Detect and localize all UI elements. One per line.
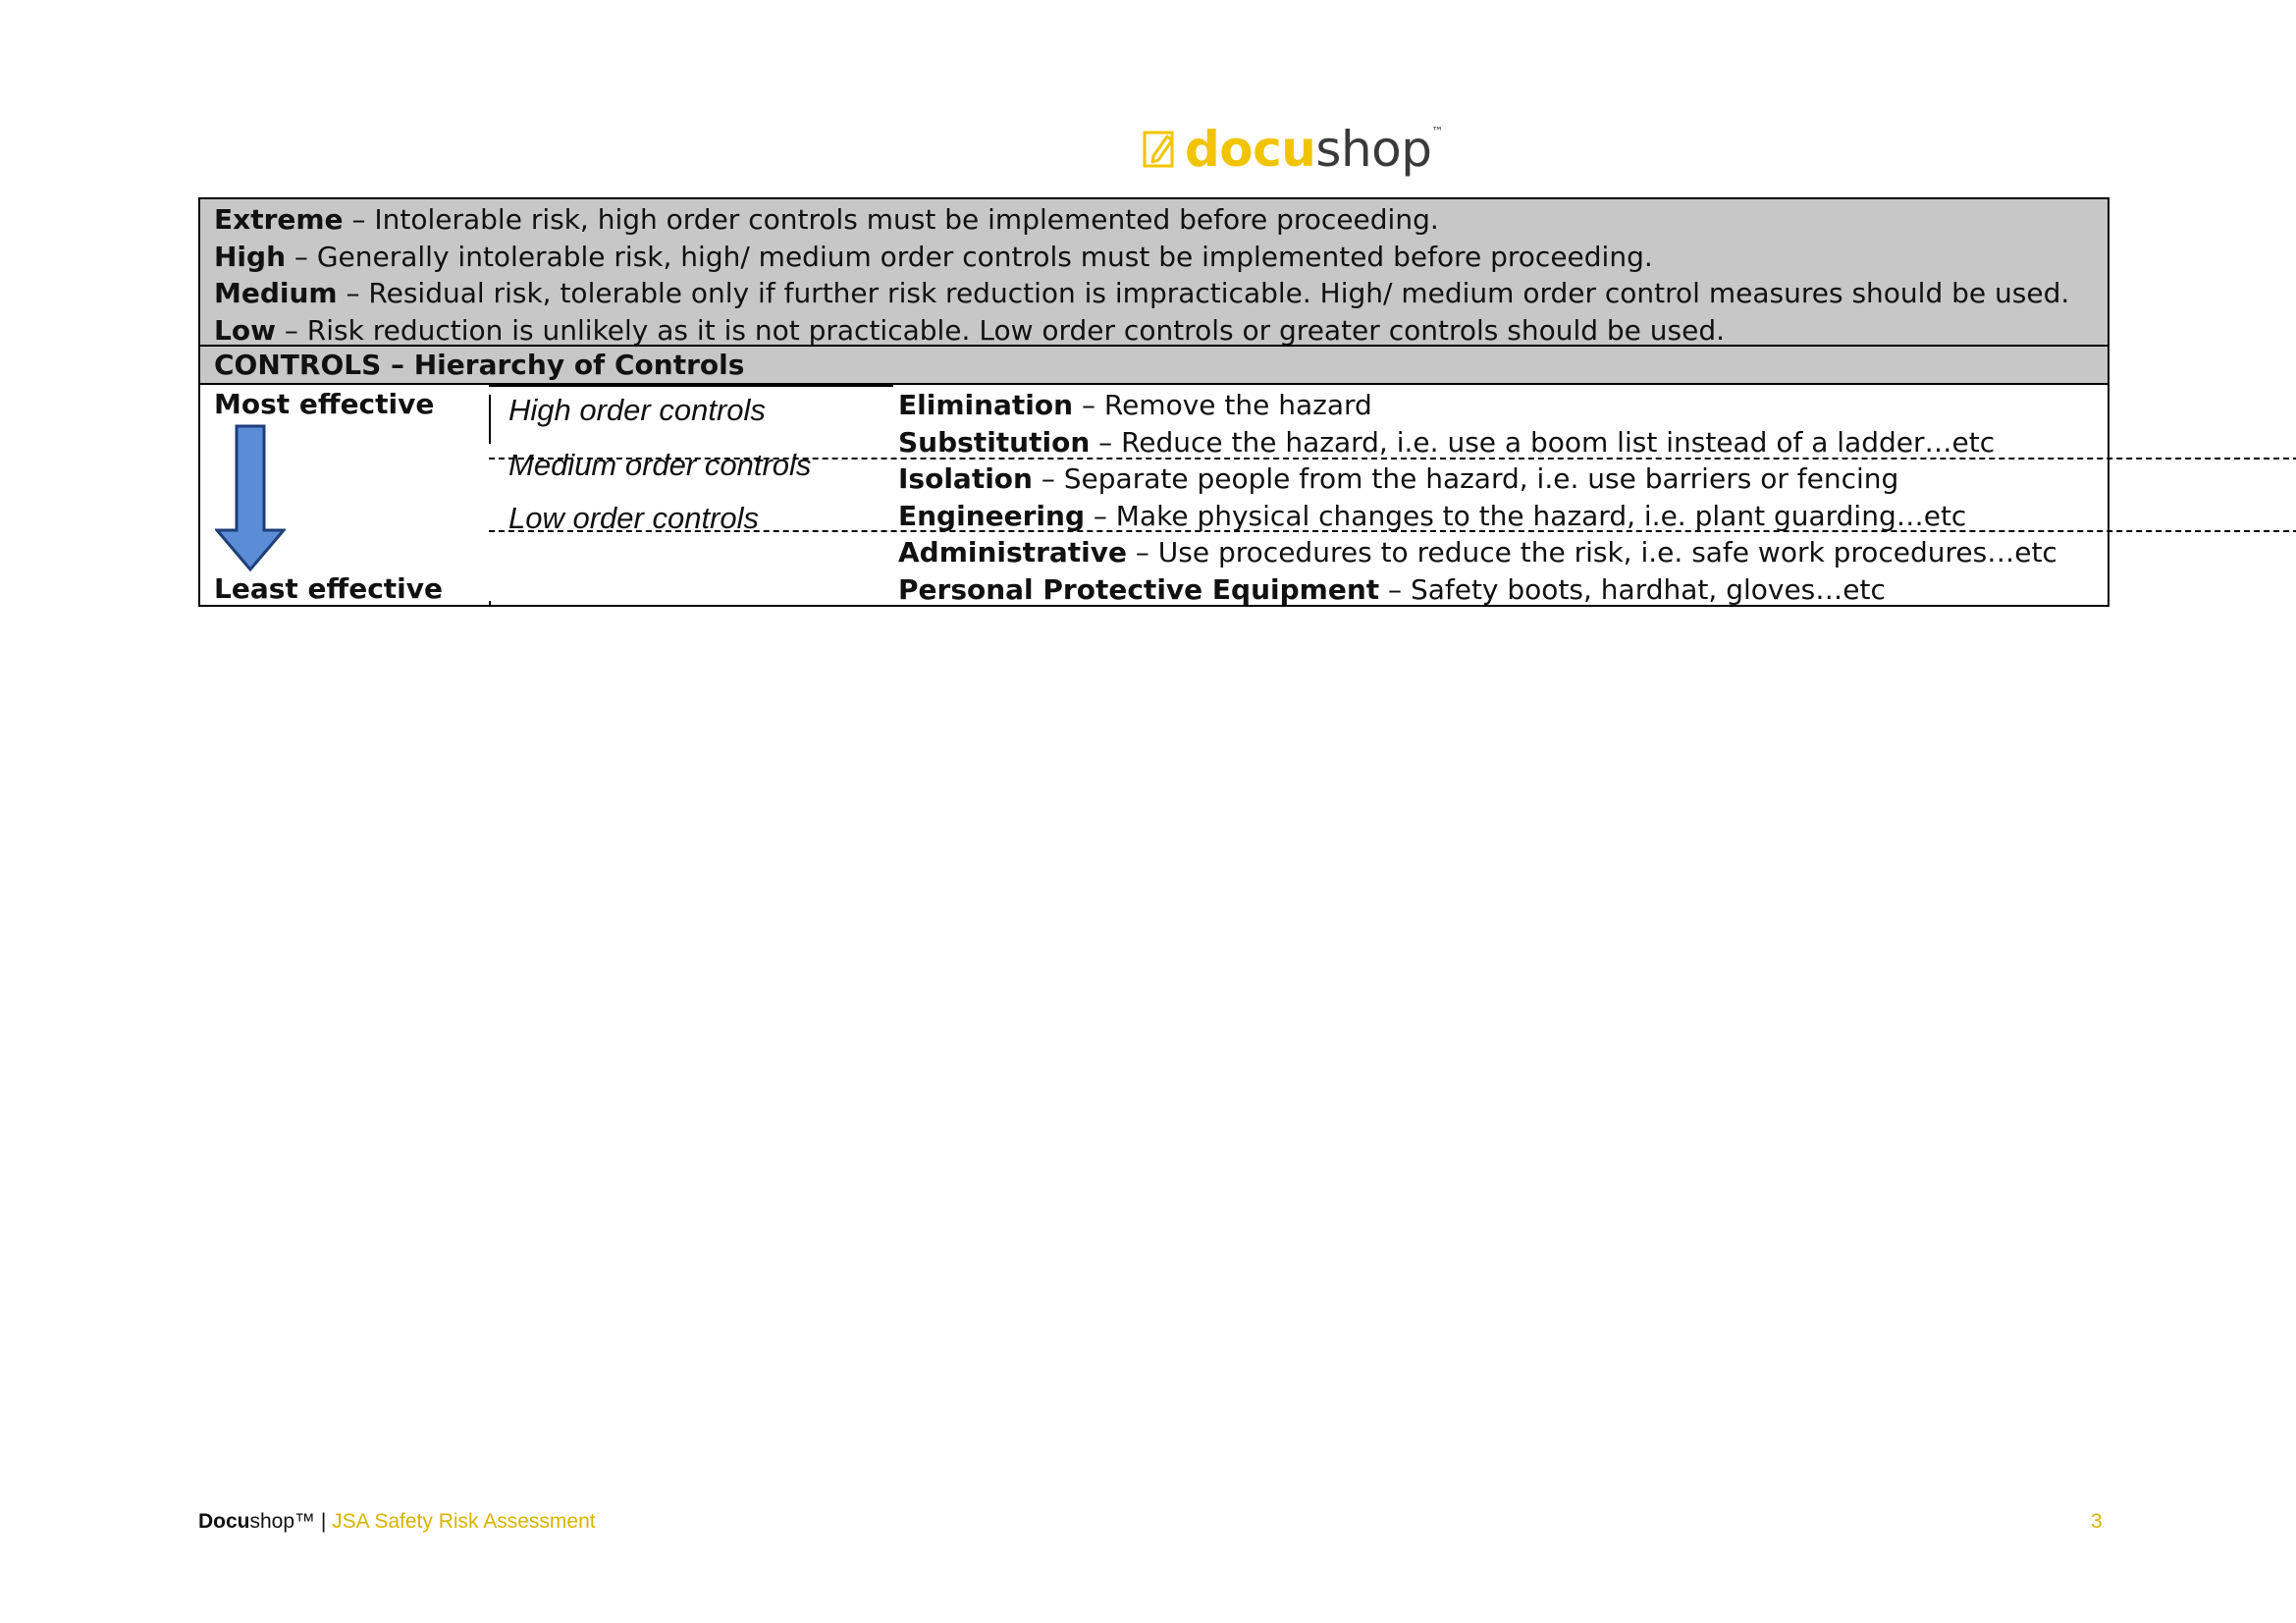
logo-shop: shop: [1315, 121, 1432, 178]
control-description: – Remove the hazard: [1073, 389, 1372, 421]
footer-document-info: [198, 1509, 596, 1535]
order-level-high: High order controls: [508, 393, 766, 427]
control-engineering: [898, 498, 2108, 535]
control-description: – Make physical changes to the hazard, i.e. plant guarding…etc: [1085, 499, 1967, 532]
control-isolation: [898, 460, 2108, 498]
control-description: – Reduce the hazard, i.e. use a boom list instead of a ladder…etc: [1090, 425, 1996, 459]
order-level-medium: Medium order controls: [508, 448, 812, 482]
risk-term: Medium: [214, 277, 338, 309]
risk-level-medium: [214, 275, 2094, 312]
control-substitution: [898, 424, 2108, 461]
docushop-logo: [1142, 122, 1443, 177]
risk-term: Low: [214, 313, 276, 347]
logo-docu: docu: [1185, 121, 1316, 178]
risk-term: Extreme: [214, 203, 344, 236]
order-column-top-border: [489, 385, 893, 387]
logo-trademark: ™: [1431, 125, 1443, 138]
document-pencil-icon: [1142, 129, 1179, 170]
hierarchy-of-controls: [200, 385, 2108, 605]
control-description: – Safety boots, hardhat, gloves…etc: [1379, 572, 1886, 606]
logo-wordmark: [1185, 122, 1443, 177]
control-description: – Use procedures to reduce the risk, i.e. safe work procedures…etc: [1127, 536, 2057, 568]
control-term: Substitution: [898, 425, 1091, 459]
control-term: Personal Protective Equipment: [898, 572, 1380, 606]
least-effective-label: Least effective: [214, 572, 444, 605]
risk-description: – Generally intolerable risk, high/ medium order controls must be implemented before proceeding.: [286, 240, 1653, 273]
control-term: Isolation: [898, 462, 1033, 495]
control-term: Elimination: [898, 389, 1074, 421]
control-ppe: [898, 571, 2108, 609]
down-arrow-icon: [215, 424, 286, 571]
risk-controls-table: [198, 197, 2109, 607]
controls-header: CONTROLS – Hierarchy of Controls: [200, 347, 2108, 385]
control-administrative: [898, 534, 2108, 571]
footer-brand-bold: Docu: [198, 1510, 250, 1533]
risk-description: – Intolerable risk, high order controls must be implemented before proceeding.: [343, 203, 1439, 236]
risk-term: High: [214, 240, 287, 273]
risk-levels-section: [200, 199, 2108, 347]
footer-document-title: JSA Safety Risk Assessment: [332, 1510, 596, 1533]
risk-description: – Risk reduction is unlikely as it is not practicable. Low order controls or greater controls should be used.: [275, 313, 1726, 347]
control-term: Engineering: [898, 499, 1085, 532]
controls-list: [898, 387, 2108, 608]
risk-description: – Residual risk, tolerable only if further risk reduction is impracticable. High/ medium order control measures should be used.: [337, 277, 2070, 309]
control-elimination: [898, 387, 2108, 424]
risk-level-low: [214, 312, 2094, 350]
risk-level-high: [214, 239, 2094, 276]
control-term: Administrative: [898, 536, 1127, 568]
page-number: 3: [2091, 1510, 2103, 1533]
risk-level-extreme: [214, 201, 2094, 239]
order-level-low: Low order controls: [508, 501, 760, 535]
control-description: – Separate people from the hazard, i.e. use barriers or fencing: [1032, 462, 1899, 495]
footer-brand-rest: shop™ |: [249, 1510, 333, 1533]
column-divider: [489, 385, 491, 605]
most-effective-label: Most effective: [214, 388, 435, 420]
